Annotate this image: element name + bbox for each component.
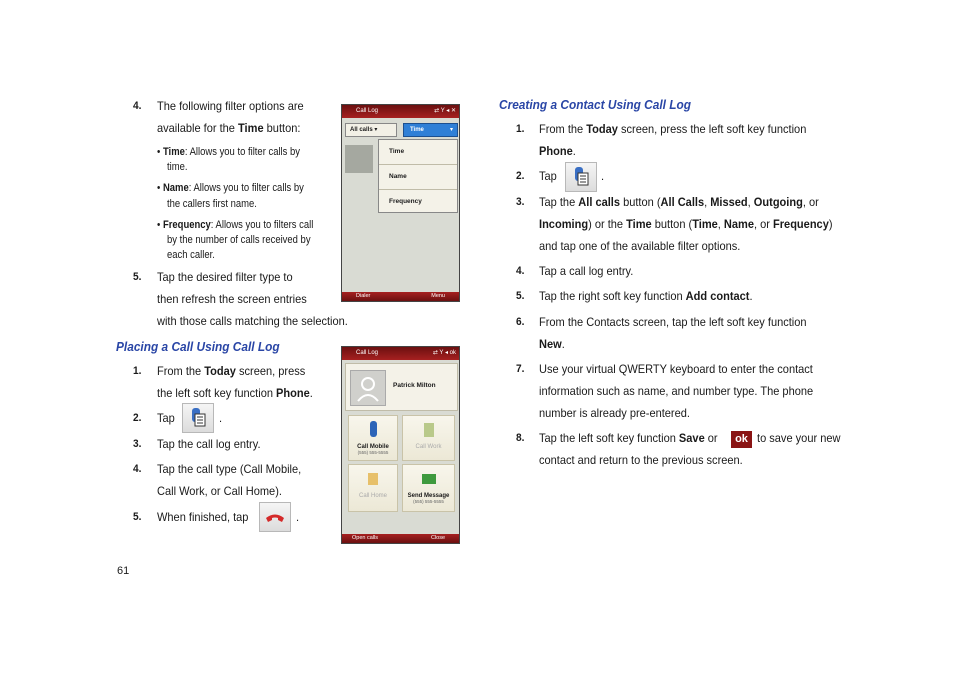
bullet-frequency: • Frequency: Allows you to filters call — [157, 219, 314, 231]
step-text: Tap the left soft key function Save or — [539, 431, 718, 445]
step-number: 5. — [133, 271, 142, 283]
title-bar: Call Log ⇄ Y ◂ ok — [342, 347, 459, 360]
step-number: 5. — [133, 511, 142, 523]
bullet-name: • Name: Allows you to filter calls by — [157, 182, 304, 194]
step-text: contact and return to the previous screen. — [539, 453, 743, 467]
step-text: Use your virtual QWERTY keyboard to enter the contact — [539, 362, 813, 376]
menu-item-frequency[interactable]: Frequency — [389, 198, 422, 205]
section-heading: Creating a Contact Using Call Log — [499, 98, 692, 112]
phone-icon — [565, 162, 597, 192]
step-text: Tap the right soft key function Add contact. — [539, 289, 753, 303]
step-text: From the Contacts screen, tap the left soft key function — [539, 315, 807, 329]
step-text: Tap the call type (Call Mobile, — [157, 462, 302, 476]
bullet-frequency-cont: by the number of calls received by — [167, 234, 311, 246]
step-number: 1. — [133, 365, 142, 377]
soft-key-dialer[interactable]: Dialer — [356, 293, 371, 299]
title-bar: Call Log ⇄ Y ◂ ✕ — [342, 105, 459, 118]
menu-item-time[interactable]: Time — [379, 140, 457, 165]
filter-menu — [378, 139, 458, 213]
soft-key-open-calls[interactable]: Open calls — [352, 535, 378, 541]
step-number: 7. — [516, 363, 525, 375]
step-text: Tap a call log entry. — [539, 264, 634, 278]
step-number: 3. — [133, 438, 142, 450]
step-text: . — [601, 169, 605, 183]
avatar — [345, 145, 373, 173]
step-text: then refresh the screen entries — [157, 292, 307, 306]
call-home-tile[interactable]: Call Home — [348, 464, 398, 512]
bullet-frequency-cont: each caller. — [167, 249, 215, 261]
call-log-filter-screenshot — [341, 104, 460, 302]
call-mobile-tile[interactable]: Call Mobile (555) 555-5555 — [348, 415, 398, 461]
step-number: 4. — [133, 100, 142, 112]
step-text: Tap the All calls button (All Calls, Missed, Outgoing, or — [539, 195, 819, 209]
time-button[interactable]: Time ▾ — [403, 123, 458, 137]
step-text: Tap — [157, 411, 175, 425]
step-text: and tap one of the available filter options. — [539, 239, 741, 253]
step-text: available for the Time button: — [157, 121, 301, 135]
step-text: Phone. — [539, 144, 576, 158]
step-text: From the Today screen, press — [157, 364, 306, 378]
menu-item-name[interactable]: Name — [379, 165, 457, 190]
phone-icon — [182, 403, 214, 433]
step-text: Tap the desired filter type to — [157, 270, 293, 284]
step-text: . — [219, 411, 223, 425]
step-text: . — [296, 510, 300, 524]
step-number: 2. — [133, 412, 142, 424]
section-heading: Placing a Call Using Call Log — [116, 340, 280, 354]
step-number: 8. — [516, 432, 525, 444]
soft-key-menu[interactable]: Menu — [431, 293, 445, 299]
avatar — [350, 370, 386, 406]
page-number: 61 — [117, 565, 130, 577]
soft-key-close[interactable]: Close — [430, 535, 445, 541]
step-text: New. — [539, 337, 565, 351]
step-text: the left soft key function Phone. — [157, 386, 313, 400]
contact-name: Patrick Milton — [393, 382, 436, 389]
step-number: 4. — [133, 463, 142, 475]
call-work-tile[interactable]: Call Work — [402, 415, 455, 461]
step-text: Tap — [539, 169, 557, 183]
step-text: Call Work, or Call Home). — [157, 484, 282, 498]
contact-call-screenshot — [341, 346, 460, 544]
all-calls-button[interactable]: All calls ▾ — [345, 123, 397, 137]
step-text: to save your new — [757, 431, 841, 445]
step-text: When finished, tap — [157, 510, 249, 524]
soft-key-bar — [342, 534, 459, 543]
step-number: 2. — [516, 170, 525, 182]
bullet-time: • Time: Allows you to filter calls by — [157, 146, 301, 158]
bullet-time-cont: time. — [167, 161, 188, 173]
step-text: with those calls matching the selection. — [157, 314, 348, 328]
step-number: 3. — [516, 196, 525, 208]
step-text: Tap the call log entry. — [157, 437, 261, 451]
soft-key-bar — [342, 292, 459, 301]
step-number: 1. — [516, 123, 525, 135]
step-text: number is already pre-entered. — [539, 406, 690, 420]
ok-icon: ok — [731, 431, 752, 448]
contact-card — [345, 363, 458, 411]
step-number: 6. — [516, 316, 525, 328]
step-number: 5. — [516, 290, 525, 302]
step-text: Incoming) or the Time button (Time, Name, or Frequency) — [539, 217, 833, 231]
step-text: From the Today screen, press the left soft key function — [539, 122, 807, 136]
step-number: 4. — [516, 265, 525, 277]
bullet-name-cont: the callers first name. — [167, 198, 257, 210]
end-call-icon — [259, 502, 291, 532]
send-message-tile[interactable]: Send Message (555) 555-5555 — [402, 464, 455, 512]
step-text: The following filter options are — [157, 99, 304, 113]
step-text: information such as name, and number type. The phone — [539, 384, 814, 398]
